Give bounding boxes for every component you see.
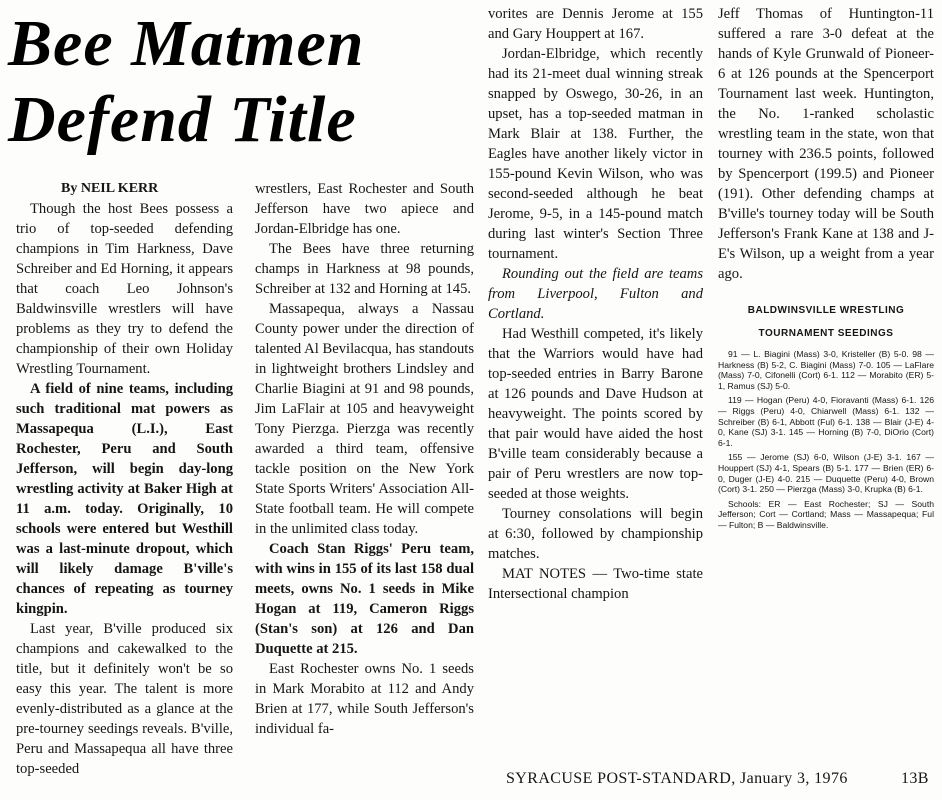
paragraph: MAT NOTES — Two-time state Intersectional champion bbox=[488, 566, 703, 602]
article-column-4 bbox=[718, 4, 934, 284]
paragraph: Jordan-Elbridge, which recently had its 21-meet dual winning streak snapped by Oswego, 30-26, in an upset, has a top-seeded matman in Mark Blair at 138. Further, the Eagles have another likely victor in 155-pound Kevin Wilson, who was second-seeded although he beat Jerome, 9-5, in a 145-pound match during last winter's Section Three tournament. bbox=[488, 46, 703, 262]
paragraph: The Bees have three returning champs in Harkness at 98 pounds, Schreiber at 132 and Horning at 145. bbox=[255, 241, 474, 297]
headline bbox=[8, 6, 478, 158]
paragraph: Though the host Bees possess a trio of top-seeded defending champions in Tim Harkness, Dave Schreiber and Ed Horning, it appears that coach Leo Johnson's Baldwinsville wrestlers will have problems as they try to defend the championship of their own Holiday Wrestling Tournament. bbox=[16, 201, 233, 377]
paragraph: Last year, B'ville produced six champions and cakewalked to the title, but it definitely won't be so easy this year. The talent is more evenly-distributed as a glance at the pre-tourney seedings reveals. B'ville, Peru and Massapequa all have three top-seeded bbox=[16, 621, 233, 777]
headline-line-2: Defend Title bbox=[8, 83, 357, 156]
seedings-title: BALDWINSVILLE WRESTLING bbox=[747, 305, 905, 316]
seedings-paragraph: Schools: ER — East Rochester; SJ — South Jefferson; Cort — Cortland; Mass — Massapequa; Ful — Fulton; B — Baldwinsville. bbox=[718, 498, 934, 530]
seedings-box bbox=[718, 305, 934, 535]
seedings-subtitle: TOURNAMENT SEEDINGS bbox=[758, 328, 894, 339]
article-column-2 bbox=[255, 179, 474, 739]
page-number: 13B bbox=[901, 770, 929, 787]
paragraph: wrestlers, East Rochester and South Jefferson have two apiece and Jordan-Elbridge has one. bbox=[255, 181, 474, 237]
paragraph: Jeff Thomas of Huntington-11 suffered a rare 3-0 defeat at the hands of Kyle Grunwald of Pioneer-6 at 126 pounds at the Spencerport Tournament last week. Huntington, the No. 1-ranked scholastic wrestling team in the state, won that tourney with 236.5 points, followed by Spencerport (199.5) and Pioneer (191). Other defending champs at B'ville's tourney today will be South Jefferson's Frank Kane at 138 and J-E's Wilson, up a weight from a year ago. bbox=[718, 6, 934, 282]
seedings-paragraph: 91 — L. Biagini (Mass) 3-0, Kristeller (B) 5-0. 98 — Harkness (B) 5-2, C. Biagini (Mass) 7-0. 105 — LaFlare (Mass) 7-0, Cifonelli (Cort) 6-1. 112 — Morabito (ER) 5-1, Ramus (SJ) 5-0. bbox=[718, 349, 934, 391]
article-column-3 bbox=[488, 4, 703, 604]
page-footer bbox=[506, 770, 936, 788]
footer-source: SYRACUSE POST-STANDARD, January 3, 1976 bbox=[506, 770, 848, 787]
paragraph: Rounding out the field are teams from Liverpool, Fulton and Cortland. bbox=[488, 266, 703, 322]
paragraph: A field of nine teams, including such traditional mat powers as Massapequa (L.I.), East Rochester, Peru and South Jefferson, will begin day-long wrestling activity at Baker High at 11 a.m. today. Originally, 10 schools were entered but Westhill was a last-minute dropout, which will likely damage B'ville's chances of repeating as tourney kingpin. bbox=[16, 381, 233, 617]
paragraph: Had Westhill competed, it's likely that the Warriors would have had top-seeded entries in Barry Barone at 126 pounds and Dave Hudson at heavyweight. The points scored by that pair would have aided the host B'ville team considerably because a pair of Peru wrestlers are now top-seeded at those weights. bbox=[488, 326, 703, 502]
paragraph: Coach Stan Riggs' Peru team, with wins in 155 of its last 158 dual meets, owns No. 1 seeds in Mike Hogan at 119, Cameron Riggs (Stan's son) at 126 and Dan Duquette at 215. bbox=[255, 541, 474, 657]
seedings-paragraph: 155 — Jerome (SJ) 6-0, Wilson (J-E) 3-1. 167 — Houppert (SJ) 4-1, Spears (B) 5-1. 177 — Brien (ER) 6-0, Duger (J-E) 4-0. 215 — Duquette (Peru) 4-0, Brown (Cort) 3-1. 250 — Pierzga (Mass) 3-0, Krupka (B) 6-1. bbox=[718, 452, 934, 495]
paragraph: East Rochester owns No. 1 seeds in Mark Morabito at 112 and Andy Brien at 177, while South Jefferson's individual fa- bbox=[255, 661, 474, 737]
seedings-paragraph: 119 — Hogan (Peru) 4-0, Fioravanti (Mass) 6-1. 126 — Riggs (Peru) 4-0, Chiarwell (Mass) 6-1. 132 — Schreiber (B) 6-1, Abbott (Ful) 6-1. 138 — Blair (J-E) 4-0, Kane (SJ) 3-1. 145 — Horning (B) 7-0, DiOrio (Cort) 6-1. bbox=[718, 395, 934, 448]
byline: By NEIL KERR bbox=[61, 181, 159, 196]
paragraph: Massapequa, always a Nassau County power under the direction of talented Al Bevilacqua, has standouts in lightweight brothers Lindsley and Charlie Biagini at 91 and 98 pounds, Jim LaFlair at 105 and heavyweight Tony Pierzga. Pierzga was recently awarded a third team, offensive tackle position on the New York State Sports Writers' Association All-State football team. He will compete in the unlimited class today. bbox=[255, 301, 474, 537]
seedings-list bbox=[718, 349, 934, 531]
paragraph: Tourney consolations will begin at 6:30, followed by championship matches. bbox=[488, 506, 703, 562]
headline-line-1: Bee Matmen bbox=[8, 7, 365, 80]
paragraph: vorites are Dennis Jerome at 155 and Gary Houppert at 167. bbox=[488, 6, 703, 42]
article-column-1 bbox=[16, 179, 233, 779]
